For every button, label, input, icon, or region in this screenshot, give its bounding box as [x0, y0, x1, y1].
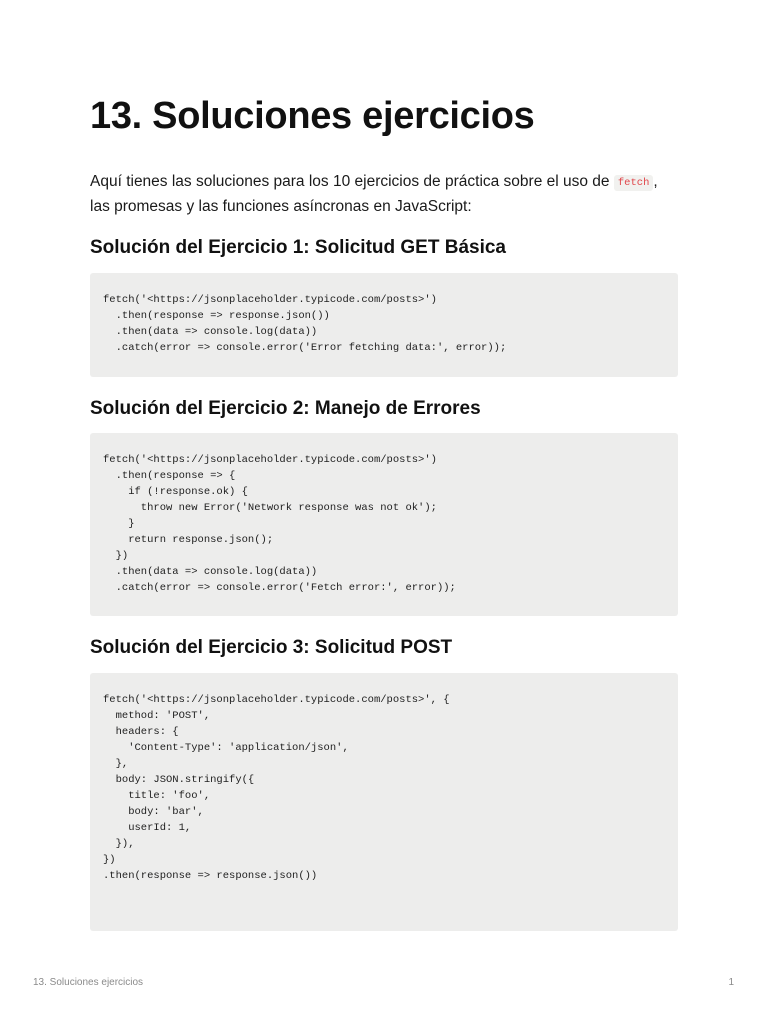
inline-code-fetch: fetch — [614, 175, 654, 191]
code-block-1: fetch('<https://jsonplaceholder.typicode.com/posts>') .then(response => response.json()) .then(data => console.log(data)) .catch(error => console.error('Error fetching data:', error)); — [90, 273, 678, 377]
footer-page-number: 1 — [728, 977, 734, 988]
footer-title: 13. Soluciones ejercicios — [33, 977, 144, 988]
code-block-2: fetch('<https://jsonplaceholder.typicode.com/posts>') .then(response => { if (!response.ok) { throw new Error('Network response was not ok'); } return response.json(); }) .then(data => console.log(data)) .catch(error => console.error('Fetch error:', error)); — [90, 433, 678, 616]
intro-text-after: , las promesas y las funciones asíncronas en JavaScript: — [90, 173, 658, 215]
page-title: 13. Soluciones ejercicios — [90, 95, 535, 137]
section-heading-1: Solución del Ejercicio 1: Solicitud GET Básica — [90, 237, 506, 258]
section-heading-2: Solución del Ejercicio 2: Manejo de Errores — [90, 398, 481, 419]
section-heading-3: Solución del Ejercicio 3: Solicitud POST — [90, 637, 453, 658]
code-block-3: fetch('<https://jsonplaceholder.typicode.com/posts>', { method: 'POST', headers: { 'Content-Type': 'application/json', }, body: JSON.stringify({ title: 'foo', body: 'bar', userId: 1, }), }) .then(response => response.json()) — [90, 673, 678, 931]
intro-paragraph — [90, 170, 678, 218]
intro-text-before: Aquí tienes las soluciones para los 10 ejercicios de práctica sobre el uso de — [90, 173, 614, 190]
